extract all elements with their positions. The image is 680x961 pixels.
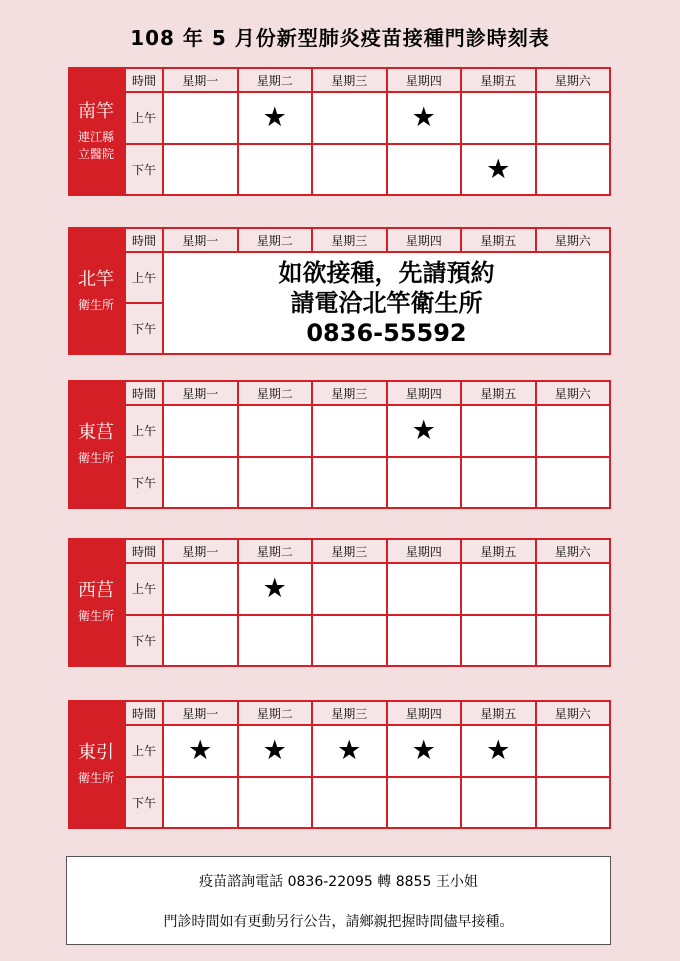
header-time: 時間 xyxy=(126,702,162,724)
schedule-grid xyxy=(124,227,611,355)
slot-am-fri xyxy=(462,564,535,614)
slot-am-thu xyxy=(388,726,461,776)
slot-am-sat xyxy=(537,406,610,456)
slot-pm-thu xyxy=(388,458,461,508)
slot-am-sat xyxy=(537,93,610,143)
slot-pm-wed xyxy=(313,145,386,195)
header-time: 時間 xyxy=(126,382,162,404)
footer-phone-line: 疫苗諮詢電話 0836-22095 轉 8855 王小姐 xyxy=(199,873,478,890)
slot-pm-tue xyxy=(239,458,312,508)
slot-am-wed xyxy=(313,93,386,143)
slot-pm-sat xyxy=(537,145,610,195)
slot-pm-tue xyxy=(239,145,312,195)
slot-pm-fri xyxy=(462,458,535,508)
schedule-grid xyxy=(124,538,611,667)
header-time: 時間 xyxy=(126,229,162,251)
clinic-location xyxy=(68,538,124,667)
slot-am-fri xyxy=(462,406,535,456)
header-fri: 星期五 xyxy=(462,69,535,91)
slot-am-tue xyxy=(239,93,312,143)
header-wed: 星期三 xyxy=(313,229,386,251)
star-icon: ★ xyxy=(262,735,287,767)
slot-pm-tue xyxy=(239,778,312,828)
header-mon: 星期一 xyxy=(164,229,237,251)
clinic-facility: 連江縣立醫院 xyxy=(77,129,114,161)
header-tue: 星期二 xyxy=(239,229,312,251)
schedule-grid xyxy=(124,700,611,829)
clinic-facility: 衛生所 xyxy=(77,609,114,623)
star-icon: ★ xyxy=(411,102,436,134)
clinic-name: 北竿 xyxy=(78,268,114,290)
slot-pm-mon xyxy=(164,145,237,195)
header-time: 時間 xyxy=(126,69,162,91)
slot-pm-fri xyxy=(462,145,535,195)
slot-am-tue xyxy=(239,726,312,776)
time-pm: 下午 xyxy=(126,616,162,666)
time-am: 上午 xyxy=(126,406,162,456)
star-icon: ★ xyxy=(411,735,436,767)
slot-am-mon xyxy=(164,726,237,776)
slot-pm-mon xyxy=(164,778,237,828)
clinic-facility: 衛生所 xyxy=(77,771,114,785)
header-thu: 星期四 xyxy=(388,69,461,91)
clinic-location xyxy=(68,67,124,196)
footer-box xyxy=(66,856,611,945)
slot-pm-thu xyxy=(388,145,461,195)
slot-am-tue xyxy=(239,406,312,456)
slot-am-fri xyxy=(462,726,535,776)
slot-pm-fri xyxy=(462,778,535,828)
slot-pm-wed xyxy=(313,616,386,666)
slot-pm-mon xyxy=(164,458,237,508)
slot-pm-tue xyxy=(239,616,312,666)
header-fri: 星期五 xyxy=(462,702,535,724)
header-thu: 星期四 xyxy=(388,540,461,562)
slot-pm-sat xyxy=(537,458,610,508)
header-time: 時間 xyxy=(126,540,162,562)
slot-am-fri xyxy=(462,93,535,143)
clinic-facility: 衛生所 xyxy=(77,451,114,465)
schedule-grid xyxy=(124,380,611,509)
slot-am-mon xyxy=(164,564,237,614)
slot-am-wed xyxy=(313,726,386,776)
page-title: 108 年 5 月份新型肺炎疫苗接種門診時刻表 xyxy=(130,26,550,50)
header-sat: 星期六 xyxy=(537,69,610,91)
clinic-block xyxy=(68,67,611,196)
slot-am-thu xyxy=(388,406,461,456)
star-icon: ★ xyxy=(262,573,287,605)
clinic-location xyxy=(68,380,124,509)
header-tue: 星期二 xyxy=(239,702,312,724)
slot-am-sat xyxy=(537,726,610,776)
slot-am-wed xyxy=(313,564,386,614)
star-icon: ★ xyxy=(337,735,362,767)
header-mon: 星期一 xyxy=(164,69,237,91)
clinic-location xyxy=(68,227,124,355)
header-fri: 星期五 xyxy=(462,229,535,251)
clinic-location xyxy=(68,700,124,829)
header-tue: 星期二 xyxy=(239,69,312,91)
slot-pm-sat xyxy=(537,778,610,828)
slot-pm-wed xyxy=(313,458,386,508)
appointment-notice xyxy=(164,253,609,353)
header-sat: 星期六 xyxy=(537,540,610,562)
time-am: 上午 xyxy=(126,253,162,302)
slot-am-mon xyxy=(164,406,237,456)
header-sat: 星期六 xyxy=(537,702,610,724)
slot-am-thu xyxy=(388,564,461,614)
star-icon: ★ xyxy=(411,415,436,447)
slot-pm-mon xyxy=(164,616,237,666)
time-pm: 下午 xyxy=(126,778,162,828)
star-icon: ★ xyxy=(486,153,511,185)
time-pm: 下午 xyxy=(126,145,162,195)
header-tue: 星期二 xyxy=(239,540,312,562)
slot-pm-fri xyxy=(462,616,535,666)
header-wed: 星期三 xyxy=(313,382,386,404)
slot-pm-wed xyxy=(313,778,386,828)
slot-am-thu xyxy=(388,93,461,143)
time-am: 上午 xyxy=(126,726,162,776)
clinic-block xyxy=(68,380,611,509)
clinic-name: 西莒 xyxy=(78,580,114,601)
slot-am-sat xyxy=(537,564,610,614)
clinic-name: 東莒 xyxy=(78,422,114,443)
star-icon: ★ xyxy=(262,102,287,134)
header-thu: 星期四 xyxy=(388,229,461,251)
header-fri: 星期五 xyxy=(462,540,535,562)
slot-am-wed xyxy=(313,406,386,456)
clinic-block xyxy=(68,538,611,667)
notice-line: 0836-55592 xyxy=(306,319,467,347)
header-wed: 星期三 xyxy=(313,69,386,91)
header-sat: 星期六 xyxy=(537,229,610,251)
header-sat: 星期六 xyxy=(537,382,610,404)
slot-am-mon xyxy=(164,93,237,143)
header-wed: 星期三 xyxy=(313,540,386,562)
header-fri: 星期五 xyxy=(462,382,535,404)
footer-notice-line: 門診時間如有更動另行公告，請鄉親把握時間儘早接種。 xyxy=(163,913,514,930)
notice-line: 請電洽北竿衛生所 xyxy=(290,289,483,317)
time-pm: 下午 xyxy=(126,458,162,508)
star-icon: ★ xyxy=(188,735,213,767)
slot-am-tue xyxy=(239,564,312,614)
time-am: 上午 xyxy=(126,93,162,143)
header-mon: 星期一 xyxy=(164,382,237,404)
clinic-block xyxy=(68,227,611,355)
time-am: 上午 xyxy=(126,564,162,614)
slot-pm-sat xyxy=(537,616,610,666)
clinic-block xyxy=(68,700,611,829)
header-thu: 星期四 xyxy=(388,702,461,724)
slot-pm-thu xyxy=(388,616,461,666)
star-icon: ★ xyxy=(486,735,511,767)
slot-pm-thu xyxy=(388,778,461,828)
schedule-grid xyxy=(124,67,611,196)
clinic-facility: 衛生所 xyxy=(77,297,114,312)
header-mon: 星期一 xyxy=(164,702,237,724)
notice-line: 如欲接種，先請預約 xyxy=(278,259,495,287)
time-pm: 下午 xyxy=(126,304,162,353)
clinic-name: 東引 xyxy=(78,742,114,763)
header-wed: 星期三 xyxy=(313,702,386,724)
header-mon: 星期一 xyxy=(164,540,237,562)
clinic-name: 南竿 xyxy=(78,100,114,122)
header-thu: 星期四 xyxy=(388,382,461,404)
header-tue: 星期二 xyxy=(239,382,312,404)
